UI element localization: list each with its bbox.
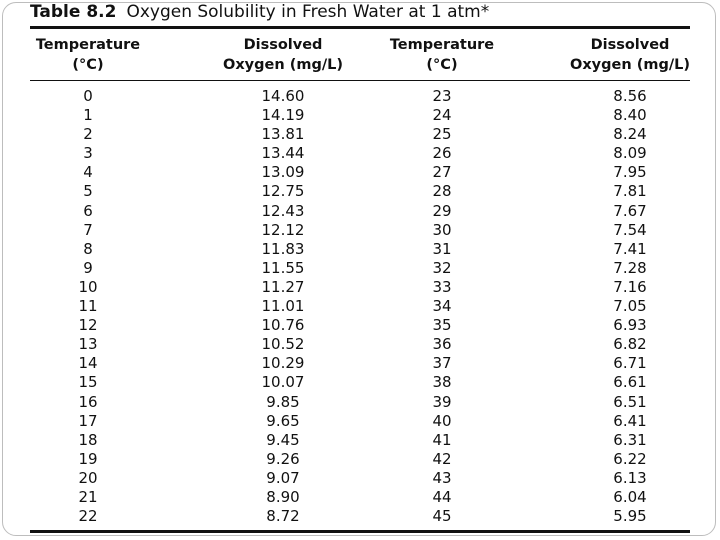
temperature-cell: 7: [83, 220, 93, 239]
oxygen-cell: 8.24: [613, 125, 647, 144]
temperature-cell: 36: [432, 335, 452, 354]
temperature-cell: 13: [78, 335, 98, 354]
temperature-cell: 30: [432, 220, 452, 239]
oxygen-cell: 12.12: [261, 220, 305, 239]
oxygen-cell: 6.51: [613, 392, 647, 411]
temperature-cell: 8: [83, 239, 93, 258]
temperature-cell: 19: [78, 449, 98, 468]
header-temperature-left-unit: (°C): [72, 57, 104, 73]
temperature-cell: 15: [78, 373, 98, 392]
oxygen-cell: 7.67: [613, 201, 647, 220]
temperature-cell: 14: [78, 354, 98, 373]
oxygen-cell: 9.45: [266, 430, 300, 449]
temperature-cell: 41: [432, 430, 452, 449]
oxygen-cell: 7.28: [613, 258, 647, 277]
header-oxygen-left: [218, 35, 348, 75]
temperature-cell: 5: [83, 182, 93, 201]
oxygen-cell: 9.26: [266, 449, 300, 468]
temperature-cell: 3: [83, 144, 93, 163]
oxygen-cell: 9.07: [266, 468, 300, 487]
oxygen-cell: 13.09: [261, 163, 305, 182]
temperature-cell: 28: [432, 182, 452, 201]
oxygen-cell: 6.13: [613, 468, 647, 487]
oxygen-column-right: [565, 87, 695, 526]
oxygen-cell: 10.52: [261, 335, 305, 354]
temperature-cell: 4: [83, 163, 93, 182]
temperature-cell: 43: [432, 468, 452, 487]
oxygen-cell: 7.81: [613, 182, 647, 201]
oxygen-cell: 6.61: [613, 373, 647, 392]
header-temperature-left-label: Temperature: [35, 37, 141, 53]
temperature-cell: 44: [432, 487, 452, 506]
temperature-cell: 42: [432, 449, 452, 468]
temperature-cell: 25: [432, 125, 452, 144]
oxygen-cell: 8.56: [613, 87, 647, 105]
temperature-cell: 9: [83, 258, 93, 277]
temperature-cell: 45: [432, 507, 452, 526]
temperature-cell: 18: [78, 430, 98, 449]
temperature-cell: 17: [78, 411, 98, 430]
oxygen-cell: 12.75: [261, 182, 305, 201]
oxygen-cell: 8.72: [266, 507, 300, 526]
oxygen-cell: 6.04: [613, 487, 647, 506]
header-temperature-right-label: Temperature: [389, 37, 495, 53]
temperature-cell: 31: [432, 239, 452, 258]
bottom-rule: [30, 530, 690, 533]
oxygen-cell: 11.01: [261, 297, 305, 316]
temperature-column-left: [28, 87, 148, 526]
header-temperature-left: [28, 35, 148, 75]
top-rule: [30, 26, 690, 29]
temperature-cell: 21: [78, 487, 98, 506]
temperature-cell: 6: [83, 201, 93, 220]
temperature-cell: 32: [432, 258, 452, 277]
header-oxygen-right: [565, 35, 695, 75]
oxygen-cell: 14.19: [261, 106, 305, 125]
header-temperature-right: [382, 35, 502, 75]
temperature-cell: 16: [78, 392, 98, 411]
table-number: Table 8.2: [30, 2, 117, 22]
oxygen-cell: 11.27: [261, 277, 305, 296]
oxygen-cell: 7.41: [613, 239, 647, 258]
header-oxygen-right-unit: Oxygen (mg/L): [570, 57, 690, 73]
header-oxygen-left-unit: Oxygen (mg/L): [223, 57, 343, 73]
oxygen-cell: 13.81: [261, 125, 305, 144]
header-oxygen-right-label: Dissolved: [590, 37, 670, 53]
temperature-cell: 29: [432, 201, 452, 220]
temperature-cell: 20: [78, 468, 98, 487]
temperature-cell: 2: [83, 125, 93, 144]
oxygen-cell: 6.71: [613, 354, 647, 373]
temperature-cell: 37: [432, 354, 452, 373]
temperature-cell: 0: [83, 87, 93, 105]
header-temperature-right-unit: (°C): [426, 57, 458, 73]
temperature-cell: 33: [432, 277, 452, 296]
oxygen-column-left: [218, 87, 348, 526]
oxygen-cell: 7.95: [613, 163, 647, 182]
temperature-cell: 10: [78, 277, 98, 296]
oxygen-cell: 9.65: [266, 411, 300, 430]
temperature-cell: 40: [432, 411, 452, 430]
oxygen-cell: 11.83: [261, 239, 305, 258]
temperature-cell: 24: [432, 106, 452, 125]
temperature-cell: 39: [432, 392, 452, 411]
oxygen-cell: 5.95: [613, 507, 647, 526]
oxygen-cell: 7.05: [613, 297, 647, 316]
oxygen-cell: 10.29: [261, 354, 305, 373]
table-caption: [30, 2, 489, 22]
oxygen-cell: 7.54: [613, 220, 647, 239]
temperature-cell: 11: [78, 297, 98, 316]
oxygen-cell: 9.85: [266, 392, 300, 411]
temperature-cell: 22: [78, 507, 98, 526]
header-oxygen-left-label: Dissolved: [243, 37, 323, 53]
oxygen-cell: 14.60: [261, 87, 305, 105]
temperature-cell: 1: [83, 106, 93, 125]
header-rule: [30, 80, 690, 81]
table-title: Oxygen Solubility in Fresh Water at 1 atm*: [126, 2, 490, 22]
oxygen-cell: 10.07: [261, 373, 305, 392]
temperature-cell: 34: [432, 297, 452, 316]
temperature-column-right: [382, 87, 502, 526]
temperature-cell: 35: [432, 316, 452, 335]
oxygen-cell: 6.82: [613, 335, 647, 354]
oxygen-cell: 8.90: [266, 487, 300, 506]
temperature-cell: 23: [432, 87, 452, 105]
temperature-cell: 26: [432, 144, 452, 163]
temperature-cell: 27: [432, 163, 452, 182]
oxygen-cell: 8.40: [613, 106, 647, 125]
oxygen-cell: 7.16: [613, 277, 647, 296]
oxygen-cell: 11.55: [261, 258, 305, 277]
oxygen-cell: 6.31: [613, 430, 647, 449]
oxygen-cell: 6.22: [613, 449, 647, 468]
oxygen-cell: 6.41: [613, 411, 647, 430]
oxygen-cell: 6.93: [613, 316, 647, 335]
oxygen-cell: 10.76: [261, 316, 305, 335]
oxygen-cell: 8.09: [613, 144, 647, 163]
temperature-cell: 38: [432, 373, 452, 392]
oxygen-cell: 12.43: [261, 201, 305, 220]
temperature-cell: 12: [78, 316, 98, 335]
oxygen-cell: 13.44: [261, 144, 305, 163]
